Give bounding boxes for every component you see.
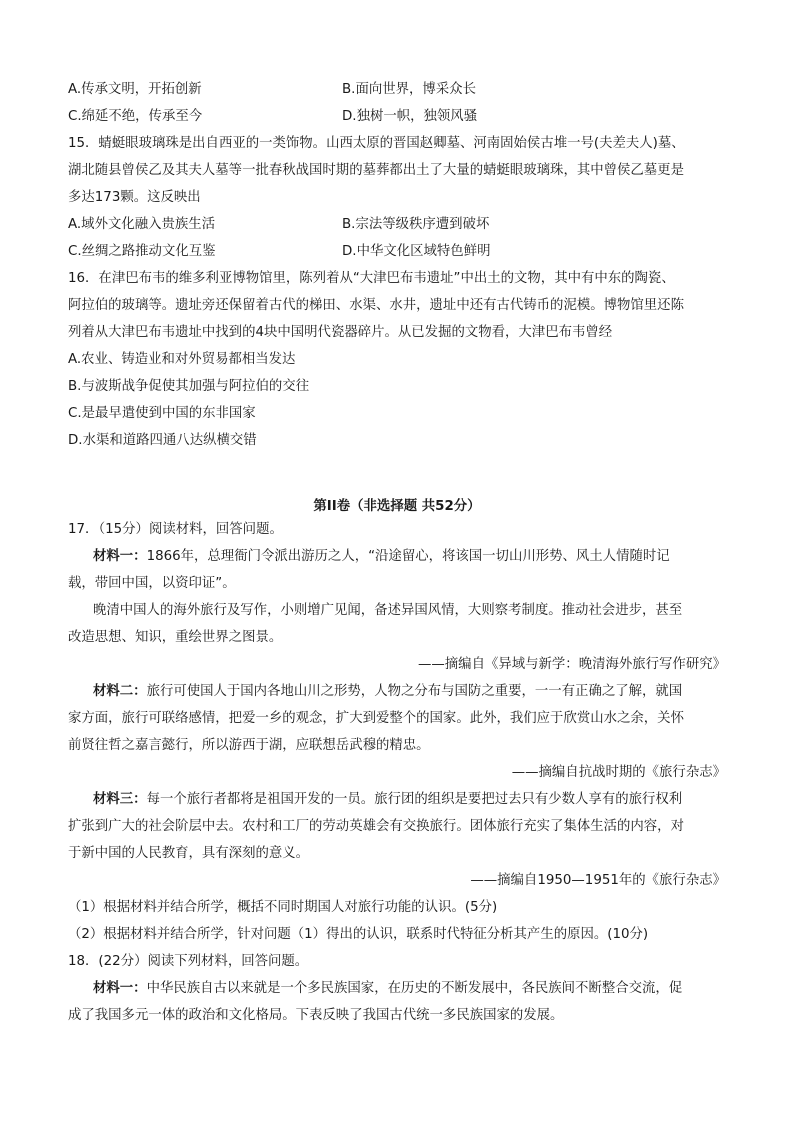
q16-option-b: B.与波斯战争促使其加强与阿拉伯的交往 [68, 379, 310, 394]
q17-material-3-line-3: 于新中国的人民教育，具有深刻的意义。 [68, 846, 310, 861]
q17-material-3-source: ——摘编自1950—1951年的《旅行杂志》 [470, 873, 726, 888]
q17-material-3-line-1 [93, 790, 682, 810]
q17-material-1-para-2-line-2: 改造思想、知识，重绘世界之图景。 [68, 630, 283, 645]
q17-material-3-label: 材料三： [93, 792, 147, 807]
q16-stem-line-2: 阿拉伯的玻璃等。遗址旁还保留着古代的梯田、水渠、水井，遗址中还有古代铸币的泥模。博物馆里还陈 [68, 298, 684, 313]
q15-option-d: D.中华文化区域特色鲜明 [342, 244, 491, 259]
q17-material-1-para-2-line-1: 晚清中国人的海外旅行及写作，小则增广见闻，备述异国风情，大则察考制度。推动社会进步，甚至 [93, 603, 683, 618]
q14-option-a: A.传承文明，开拓创新 [68, 82, 202, 97]
q17-material-2-line-3: 前贤往哲之嘉言懿行，所以游西于湖，应联想岳武穆的精忠。 [68, 738, 430, 753]
q16-stem-line-1: 16．在津巴布韦的维多利亚博物馆里，陈列着从“大津巴布韦遗址”中出土的文物，其中有中东的陶瓷、 [68, 271, 675, 286]
q17-material-2-source: ——摘编自抗战时期的《旅行杂志》 [511, 765, 726, 780]
section-2-title: 第II卷（非选择题 共52分） [313, 499, 481, 514]
q18-material-1-text: 中华民族自古以来就是一个多民族国家，在历史的不断发展中，各民族间不断整合交流，促 [146, 981, 683, 996]
q15-option-a: A.域外文化融入贵族生活 [68, 217, 216, 232]
q15-option-b: B.宗法等级秩序遭到破坏 [342, 217, 490, 232]
q14-option-c: C.绵延不绝，传承至今 [68, 109, 203, 124]
q17-material-1-line-1 [93, 547, 670, 567]
q17-material-2-text: 旅行可使国人于国内各地山川之形势，人物之分布与国防之重要，一一有正确之了解，就国 [146, 684, 683, 699]
q18-material-1-line-1 [93, 979, 682, 999]
q17-material-1-text: 1866年，总理衙门令派出游历之人，“沿途留心，将该国一切山川形势、风土人情随时记 [146, 549, 670, 564]
q16-option-c: C.是最早遣使到中国的东非国家 [68, 406, 256, 421]
q17-material-3-text: 每一个旅行者都将是祖国开发的一员。旅行团的组织是要把过去只有少数人享有的旅行权利 [146, 792, 683, 807]
q17-material-2-line-1 [93, 682, 682, 702]
q17-material-2-line-2: 家方面，旅行可联络感情，把爱一乡的观念，扩大到爱整个的国家。此外，我们应于欣赏山水之余，关怀 [68, 711, 684, 726]
q17-intro: 17．（15分）阅读材料，回答问题。 [68, 522, 283, 537]
q17-subquestion-1: （1）根据材料并结合所学，概括不同时期国人对旅行功能的认识。(5分) [68, 900, 498, 915]
q15-option-c: C.丝绸之路推动文化互鉴 [68, 244, 216, 259]
q17-material-2-label: 材料二： [93, 684, 147, 699]
q18-material-1-line-2: 成了我国多元一体的政治和文化格局。下表反映了我国古代统一多民族国家的发展。 [68, 1008, 564, 1023]
q17-material-1-source: ——摘编自《异域与新学：晚清海外旅行写作研究》 [418, 657, 726, 672]
q17-material-1-line-2: 载，带回中国，以资印证”。 [68, 576, 236, 591]
q17-material-1-label: 材料一： [93, 549, 147, 564]
q15-stem-line-3: 多达173颗。这反映出 [68, 190, 201, 205]
q17-subquestion-2: （2）根据材料并结合所学，针对问题（1）得出的认识，联系时代特征分析其产生的原因。(10分) [68, 927, 649, 942]
q16-stem-line-3: 列着从大津巴布韦遗址中找到的4块中国明代瓷器碎片。从已发掘的文物看，大津巴布韦曾经 [68, 325, 613, 340]
q18-material-1-label: 材料一： [93, 981, 147, 996]
q14-option-b: B.面向世界，博采众长 [342, 82, 476, 97]
q15-stem-line-1: 15．蜻蜓眼玻璃珠是出自西亚的一类饰物。山西太原的晋国赵卿墓、河南固始侯古堆一号(夫差夫人)墓、 [68, 136, 685, 151]
q18-intro: 18．(22分）阅读下列材料，回答问题。 [68, 954, 309, 969]
q17-material-3-line-2: 扩张到广大的社会阶层中去。农村和工厂的劳动英雄会有交换旅行。团体旅行充实了集体生活的内容，对 [68, 819, 684, 834]
q15-stem-line-2: 湖北随县曾侯乙及其夫人墓等一批春秋战国时期的墓葬都出土了大量的蜻蜓眼玻璃珠，其中曾侯乙墓更是 [68, 163, 684, 178]
q14-option-d: D.独树一帜，独领风骚 [342, 109, 478, 124]
q16-option-d: D.水渠和道路四通八达纵横交错 [68, 433, 257, 448]
q16-option-a: A.农业、铸造业和对外贸易都相当发达 [68, 352, 296, 367]
